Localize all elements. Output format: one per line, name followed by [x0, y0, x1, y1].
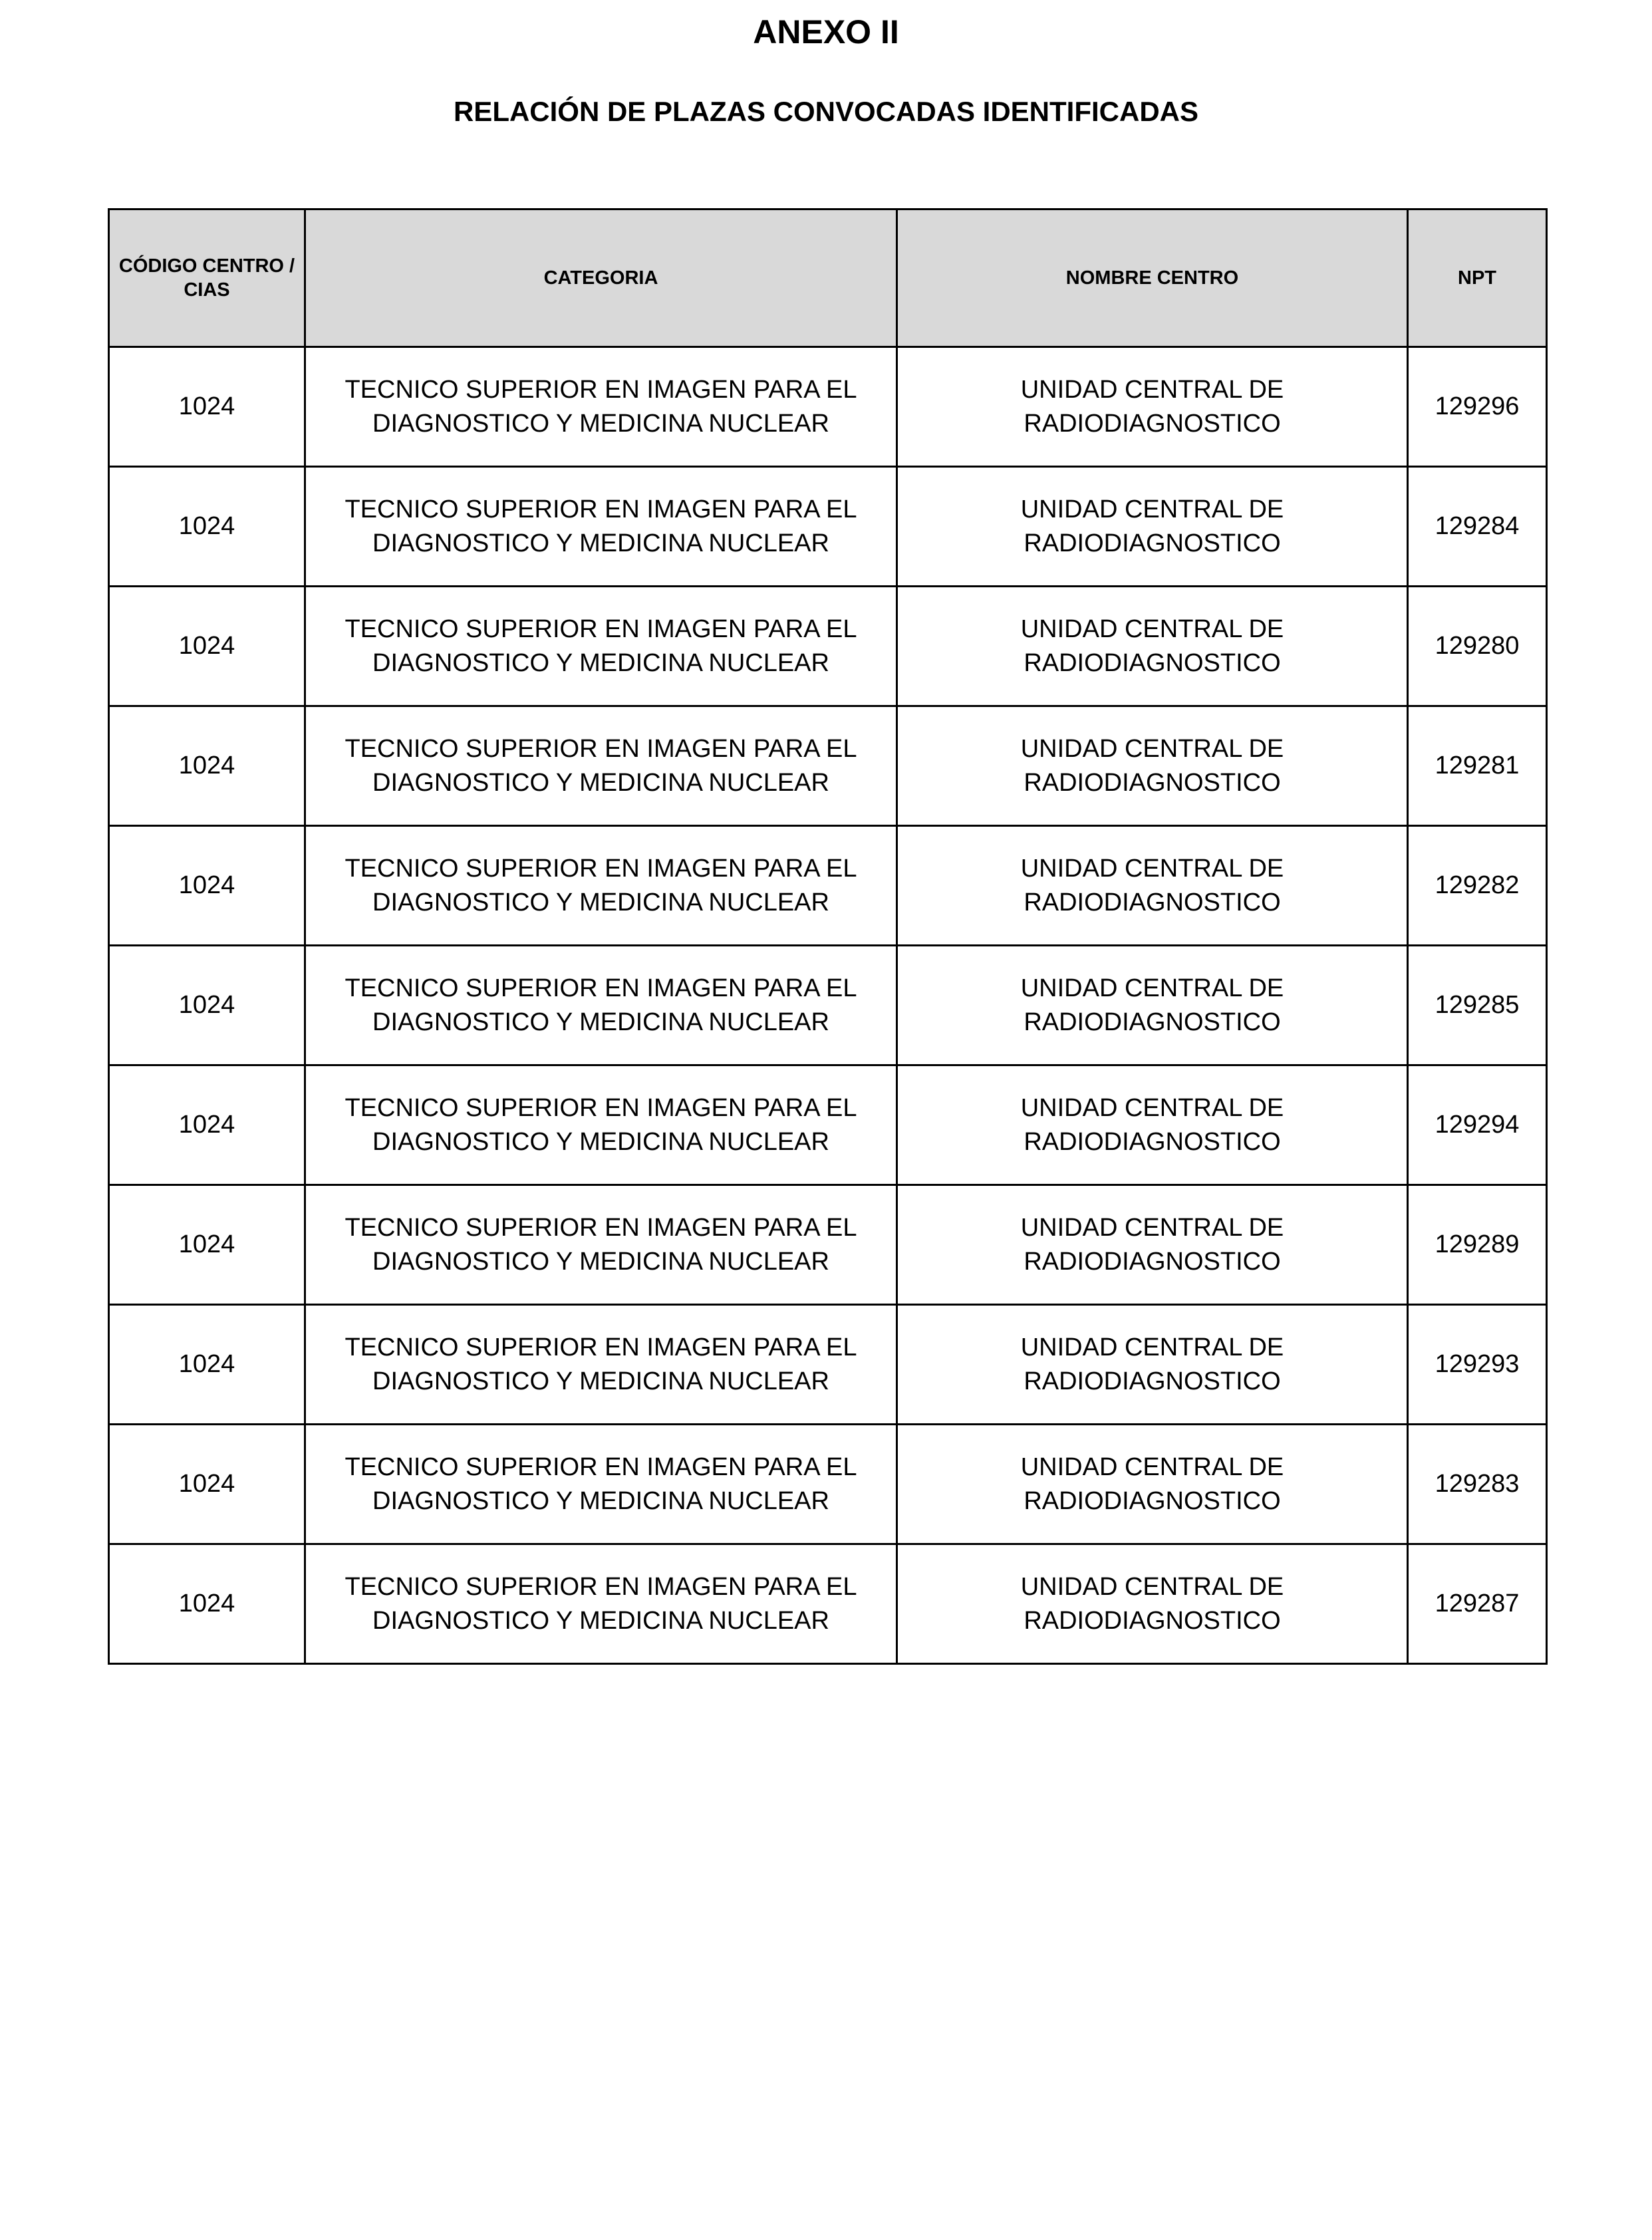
header-categoria: CATEGORIA: [305, 210, 897, 347]
table-row: [109, 826, 1547, 946]
cell-nombre-centro: UNIDAD CENTRAL DE RADIODIAGNOSTICO: [897, 946, 1408, 1065]
cell-npt: 129289: [1408, 1185, 1547, 1305]
table-row: [109, 706, 1547, 826]
cell-codigo: 1024: [109, 946, 305, 1065]
cell-nombre-centro: UNIDAD CENTRAL DE RADIODIAGNOSTICO: [897, 1065, 1408, 1185]
cell-codigo: 1024: [109, 1425, 305, 1544]
cell-codigo: 1024: [109, 1185, 305, 1305]
page-title: ANEXO II: [753, 13, 899, 51]
cell-nombre-centro: UNIDAD CENTRAL DE RADIODIAGNOSTICO: [897, 1544, 1408, 1664]
table-row: [109, 946, 1547, 1065]
cell-categoria: TECNICO SUPERIOR EN IMAGEN PARA EL DIAGNOSTICO Y MEDICINA NUCLEAR: [305, 706, 897, 826]
table-row: [109, 1425, 1547, 1544]
cell-codigo: 1024: [109, 347, 305, 467]
cell-categoria: TECNICO SUPERIOR EN IMAGEN PARA EL DIAGNOSTICO Y MEDICINA NUCLEAR: [305, 826, 897, 946]
table-row: [109, 1544, 1547, 1664]
cell-npt: 129282: [1408, 826, 1547, 946]
header-nombre-centro: NOMBRE CENTRO: [897, 210, 1408, 347]
page-subtitle: RELACIÓN DE PLAZAS CONVOCADAS IDENTIFICADAS: [453, 96, 1199, 127]
cell-nombre-centro: UNIDAD CENTRAL DE RADIODIAGNOSTICO: [897, 467, 1408, 587]
cell-npt: 129280: [1408, 587, 1547, 706]
cell-nombre-centro: UNIDAD CENTRAL DE RADIODIAGNOSTICO: [897, 826, 1408, 946]
cell-codigo: 1024: [109, 1065, 305, 1185]
table-row: [109, 587, 1547, 706]
cell-nombre-centro: UNIDAD CENTRAL DE RADIODIAGNOSTICO: [897, 1185, 1408, 1305]
cell-npt: 129284: [1408, 467, 1547, 587]
cell-categoria: TECNICO SUPERIOR EN IMAGEN PARA EL DIAGNOSTICO Y MEDICINA NUCLEAR: [305, 587, 897, 706]
table-row: [109, 1305, 1547, 1425]
cell-categoria: TECNICO SUPERIOR EN IMAGEN PARA EL DIAGNOSTICO Y MEDICINA NUCLEAR: [305, 946, 897, 1065]
cell-codigo: 1024: [109, 587, 305, 706]
table-row: [109, 347, 1547, 467]
header-codigo: CÓDIGO CENTRO / CIAS: [109, 210, 305, 347]
cell-categoria: TECNICO SUPERIOR EN IMAGEN PARA EL DIAGNOSTICO Y MEDICINA NUCLEAR: [305, 347, 897, 467]
cell-npt: 129283: [1408, 1425, 1547, 1544]
cell-categoria: TECNICO SUPERIOR EN IMAGEN PARA EL DIAGNOSTICO Y MEDICINA NUCLEAR: [305, 1544, 897, 1664]
cell-codigo: 1024: [109, 1544, 305, 1664]
cell-npt: 129296: [1408, 347, 1547, 467]
cell-nombre-centro: UNIDAD CENTRAL DE RADIODIAGNOSTICO: [897, 587, 1408, 706]
table-row: [109, 467, 1547, 587]
cell-npt: 129293: [1408, 1305, 1547, 1425]
cell-categoria: TECNICO SUPERIOR EN IMAGEN PARA EL DIAGNOSTICO Y MEDICINA NUCLEAR: [305, 1185, 897, 1305]
plazas-table: [108, 208, 1548, 1665]
table-row: [109, 1065, 1547, 1185]
cell-npt: 129294: [1408, 1065, 1547, 1185]
cell-npt: 129285: [1408, 946, 1547, 1065]
cell-codigo: 1024: [109, 1305, 305, 1425]
cell-categoria: TECNICO SUPERIOR EN IMAGEN PARA EL DIAGNOSTICO Y MEDICINA NUCLEAR: [305, 1425, 897, 1544]
cell-nombre-centro: UNIDAD CENTRAL DE RADIODIAGNOSTICO: [897, 1425, 1408, 1544]
table-header-row: [109, 210, 1547, 347]
cell-categoria: TECNICO SUPERIOR EN IMAGEN PARA EL DIAGNOSTICO Y MEDICINA NUCLEAR: [305, 467, 897, 587]
cell-categoria: TECNICO SUPERIOR EN IMAGEN PARA EL DIAGNOSTICO Y MEDICINA NUCLEAR: [305, 1065, 897, 1185]
table-row: [109, 1185, 1547, 1305]
cell-codigo: 1024: [109, 706, 305, 826]
cell-nombre-centro: UNIDAD CENTRAL DE RADIODIAGNOSTICO: [897, 347, 1408, 467]
cell-codigo: 1024: [109, 826, 305, 946]
cell-codigo: 1024: [109, 467, 305, 587]
cell-nombre-centro: UNIDAD CENTRAL DE RADIODIAGNOSTICO: [897, 706, 1408, 826]
cell-npt: 129281: [1408, 706, 1547, 826]
cell-categoria: TECNICO SUPERIOR EN IMAGEN PARA EL DIAGNOSTICO Y MEDICINA NUCLEAR: [305, 1305, 897, 1425]
header-npt: NPT: [1408, 210, 1547, 347]
cell-npt: 129287: [1408, 1544, 1547, 1664]
cell-nombre-centro: UNIDAD CENTRAL DE RADIODIAGNOSTICO: [897, 1305, 1408, 1425]
